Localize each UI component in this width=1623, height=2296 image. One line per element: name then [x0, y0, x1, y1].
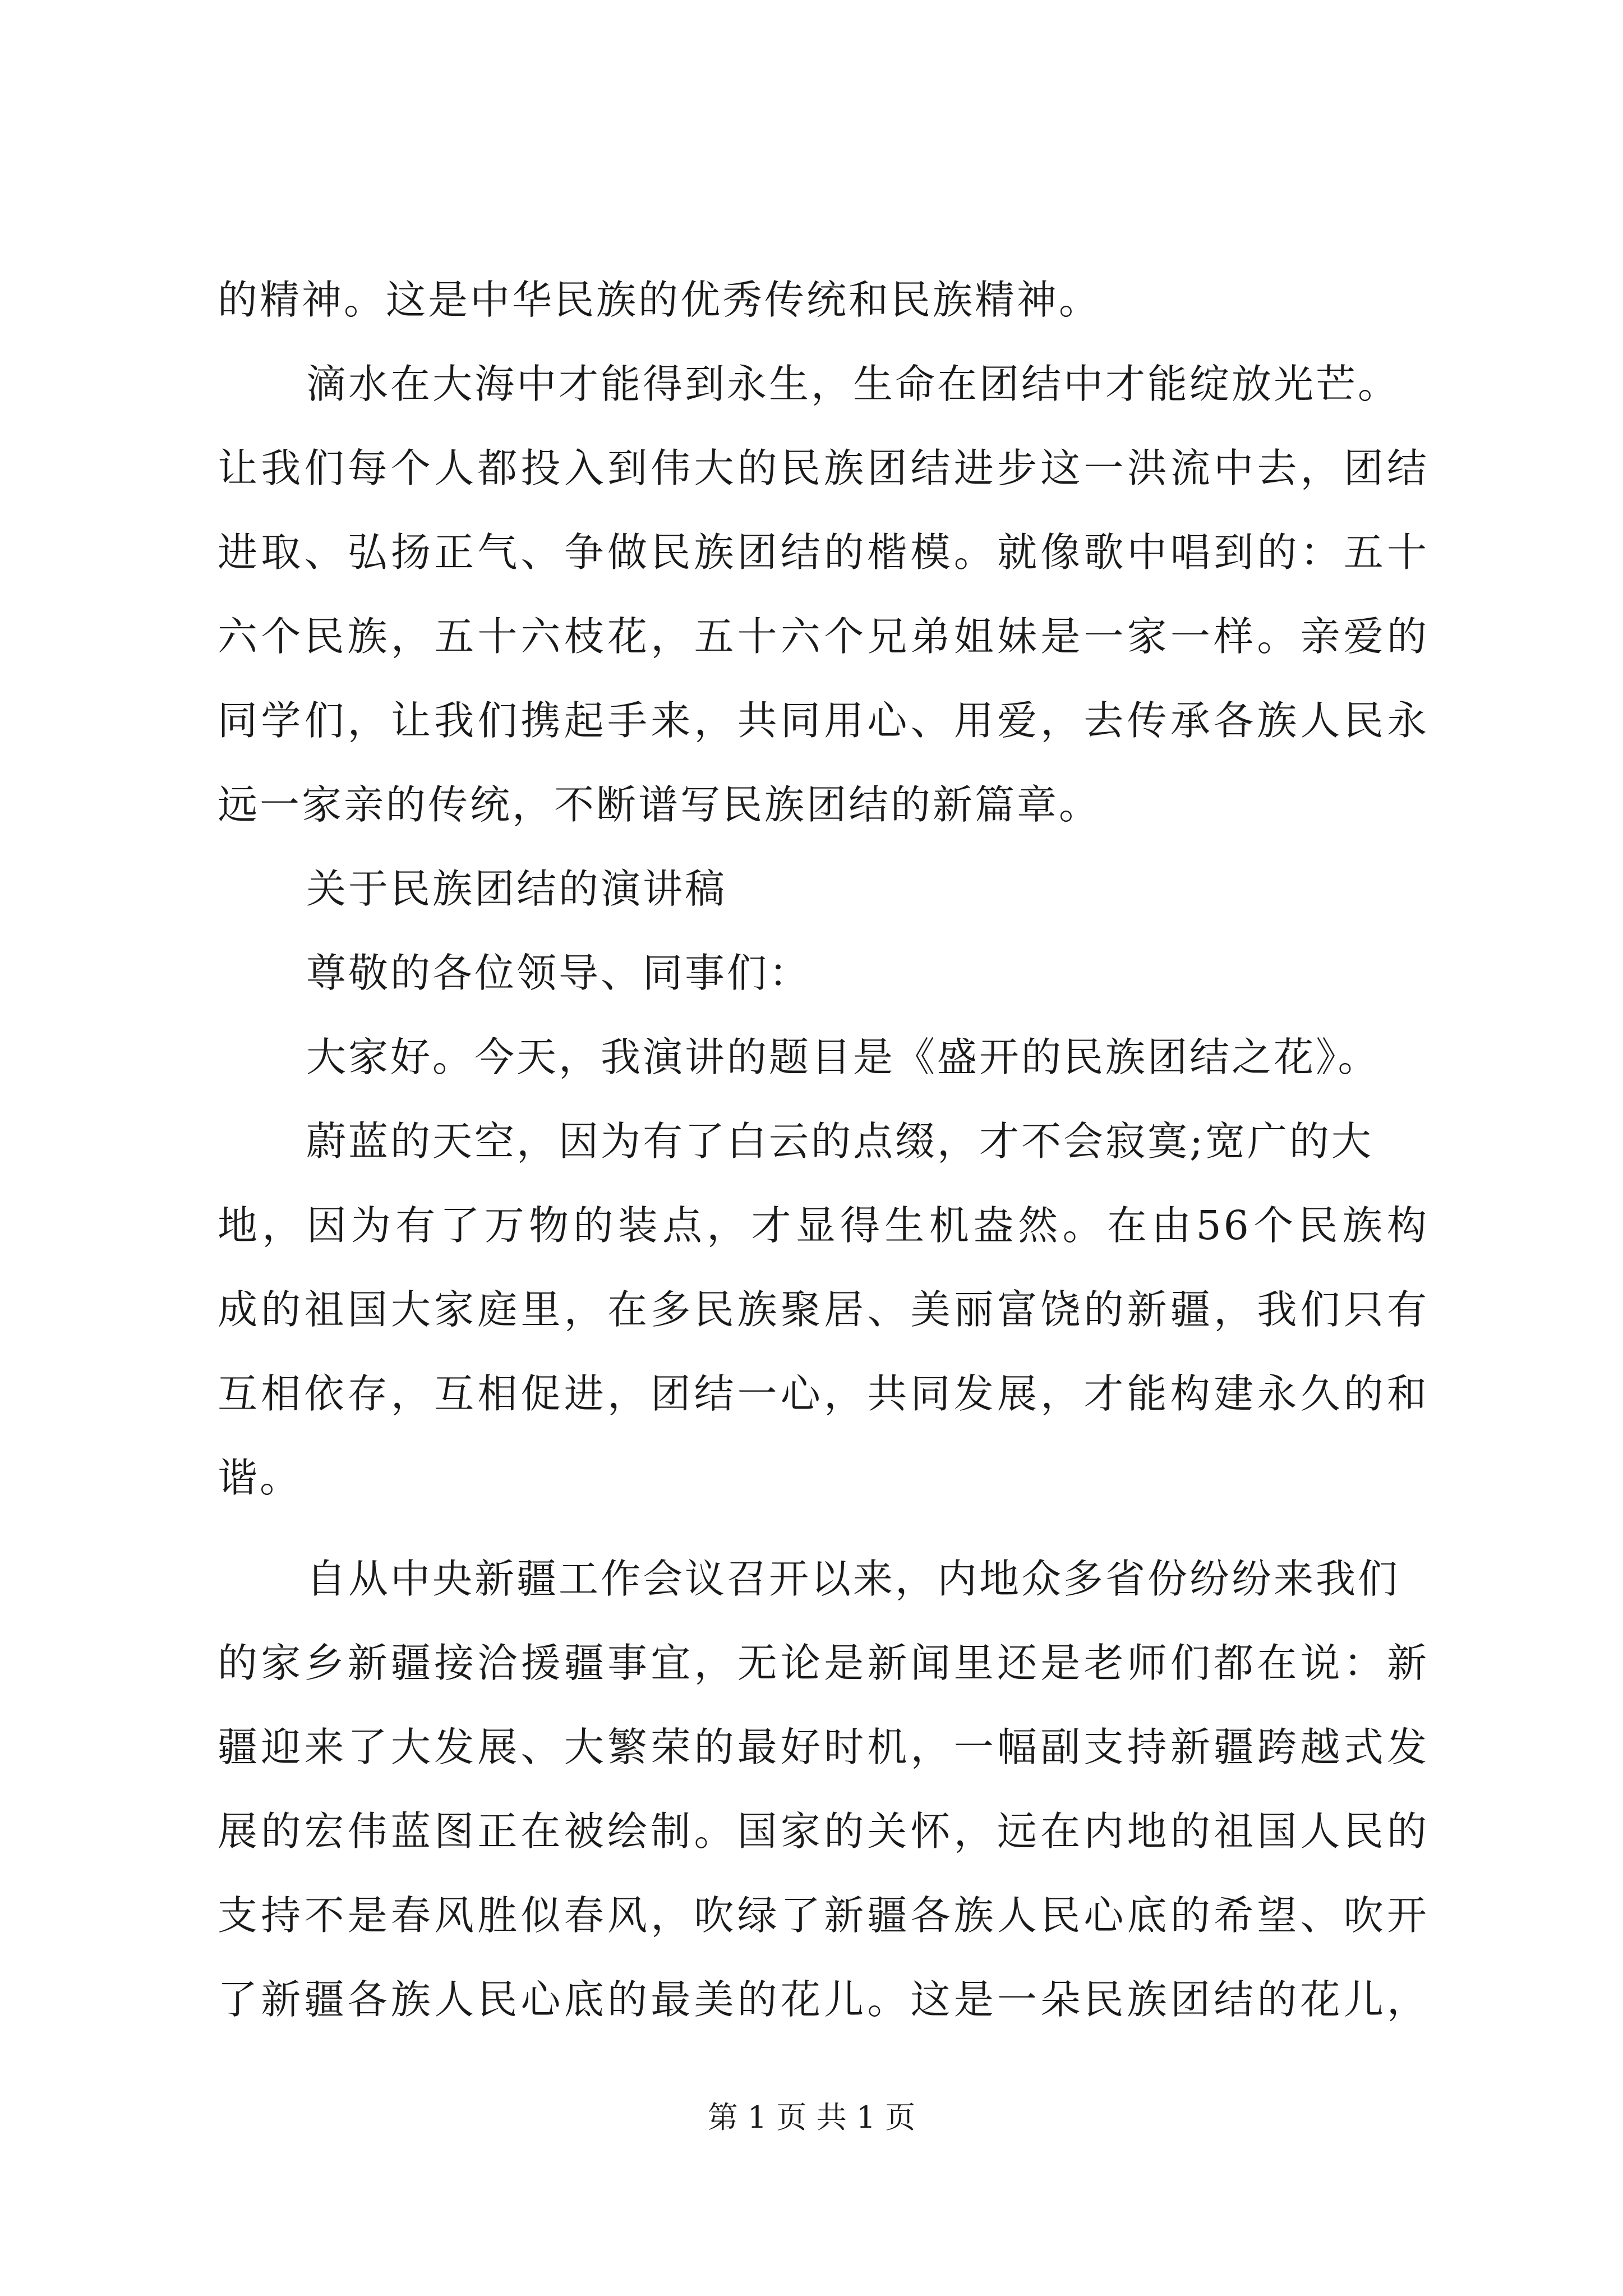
text-line: 的精神。这是中华民族的优秀传统和民族精神。 — [218, 277, 1101, 323]
text-line: 疆迎来了大发展、大繁荣的最好时机，一幅副支持新疆跨越式发 — [218, 1724, 1429, 1770]
page-footer: 第 1 页 共 1 页 — [707, 2100, 916, 2135]
text-line: 互相依存，互相促进，团结一心，共同发展，才能构建永久的和 — [218, 1370, 1429, 1417]
text-line: 成的祖国大家庭里，在多民族聚居、美丽富饶的新疆，我们只有 — [218, 1286, 1429, 1333]
text-line: 滴水在大海中才能得到永生，生命在团结中才能绽放光芒。 — [306, 361, 1400, 407]
text-line: 蔚蓝的天空，因为有了白云的点缀，才不会寂寞;宽广的大 — [306, 1118, 1373, 1165]
text-line: 谐。 — [218, 1455, 302, 1501]
text-line: 支持不是春风胜似春风，吹绿了新疆各族人民心底的希望、吹开 — [218, 1892, 1429, 1939]
text-line: 了新疆各族人民心底的最美的花儿。这是一朵民族团结的花儿， — [218, 1976, 1429, 2023]
text-line: 地，因为有了万物的装点，才显得生机盎然。在由56个民族构 — [218, 1202, 1429, 1249]
section-heading: 关于民族团结的演讲稿 — [306, 866, 727, 912]
text-line: 让我们每个人都投入到伟大的民族团结进步这一洪流中去，团结 — [218, 445, 1429, 491]
text-line: 自从中央新疆工作会议召开以来，内地众多省份纷纷来我们 — [306, 1556, 1400, 1602]
text-line: 进取、弘扬正气、争做民族团结的楷模。就像歌中唱到的：五十 — [218, 529, 1429, 576]
text-line: 六个民族，五十六枝花，五十六个兄弟姐妹是一家一样。亲爱的 — [218, 613, 1429, 660]
text-line: 的家乡新疆接洽援疆事宜，无论是新闻里还是老师们都在说：新 — [218, 1640, 1429, 1686]
document-body — [218, 258, 1429, 2042]
text-line: 远一家亲的传统，不断谱写民族团结的新篇章。 — [218, 781, 1101, 828]
text-line: 同学们，让我们携起手来，共同用心、用爱，去传承各族人民永 — [218, 697, 1429, 744]
text-line: 展的宏伟蓝图正在被绘制。国家的关怀，远在内地的祖国人民的 — [218, 1808, 1429, 1855]
salutation: 尊敬的各位领导、同事们： — [306, 950, 811, 996]
text-line: 大家好。今天，我演讲的题目是《盛开的民族团结之花》。 — [306, 1034, 1380, 1080]
